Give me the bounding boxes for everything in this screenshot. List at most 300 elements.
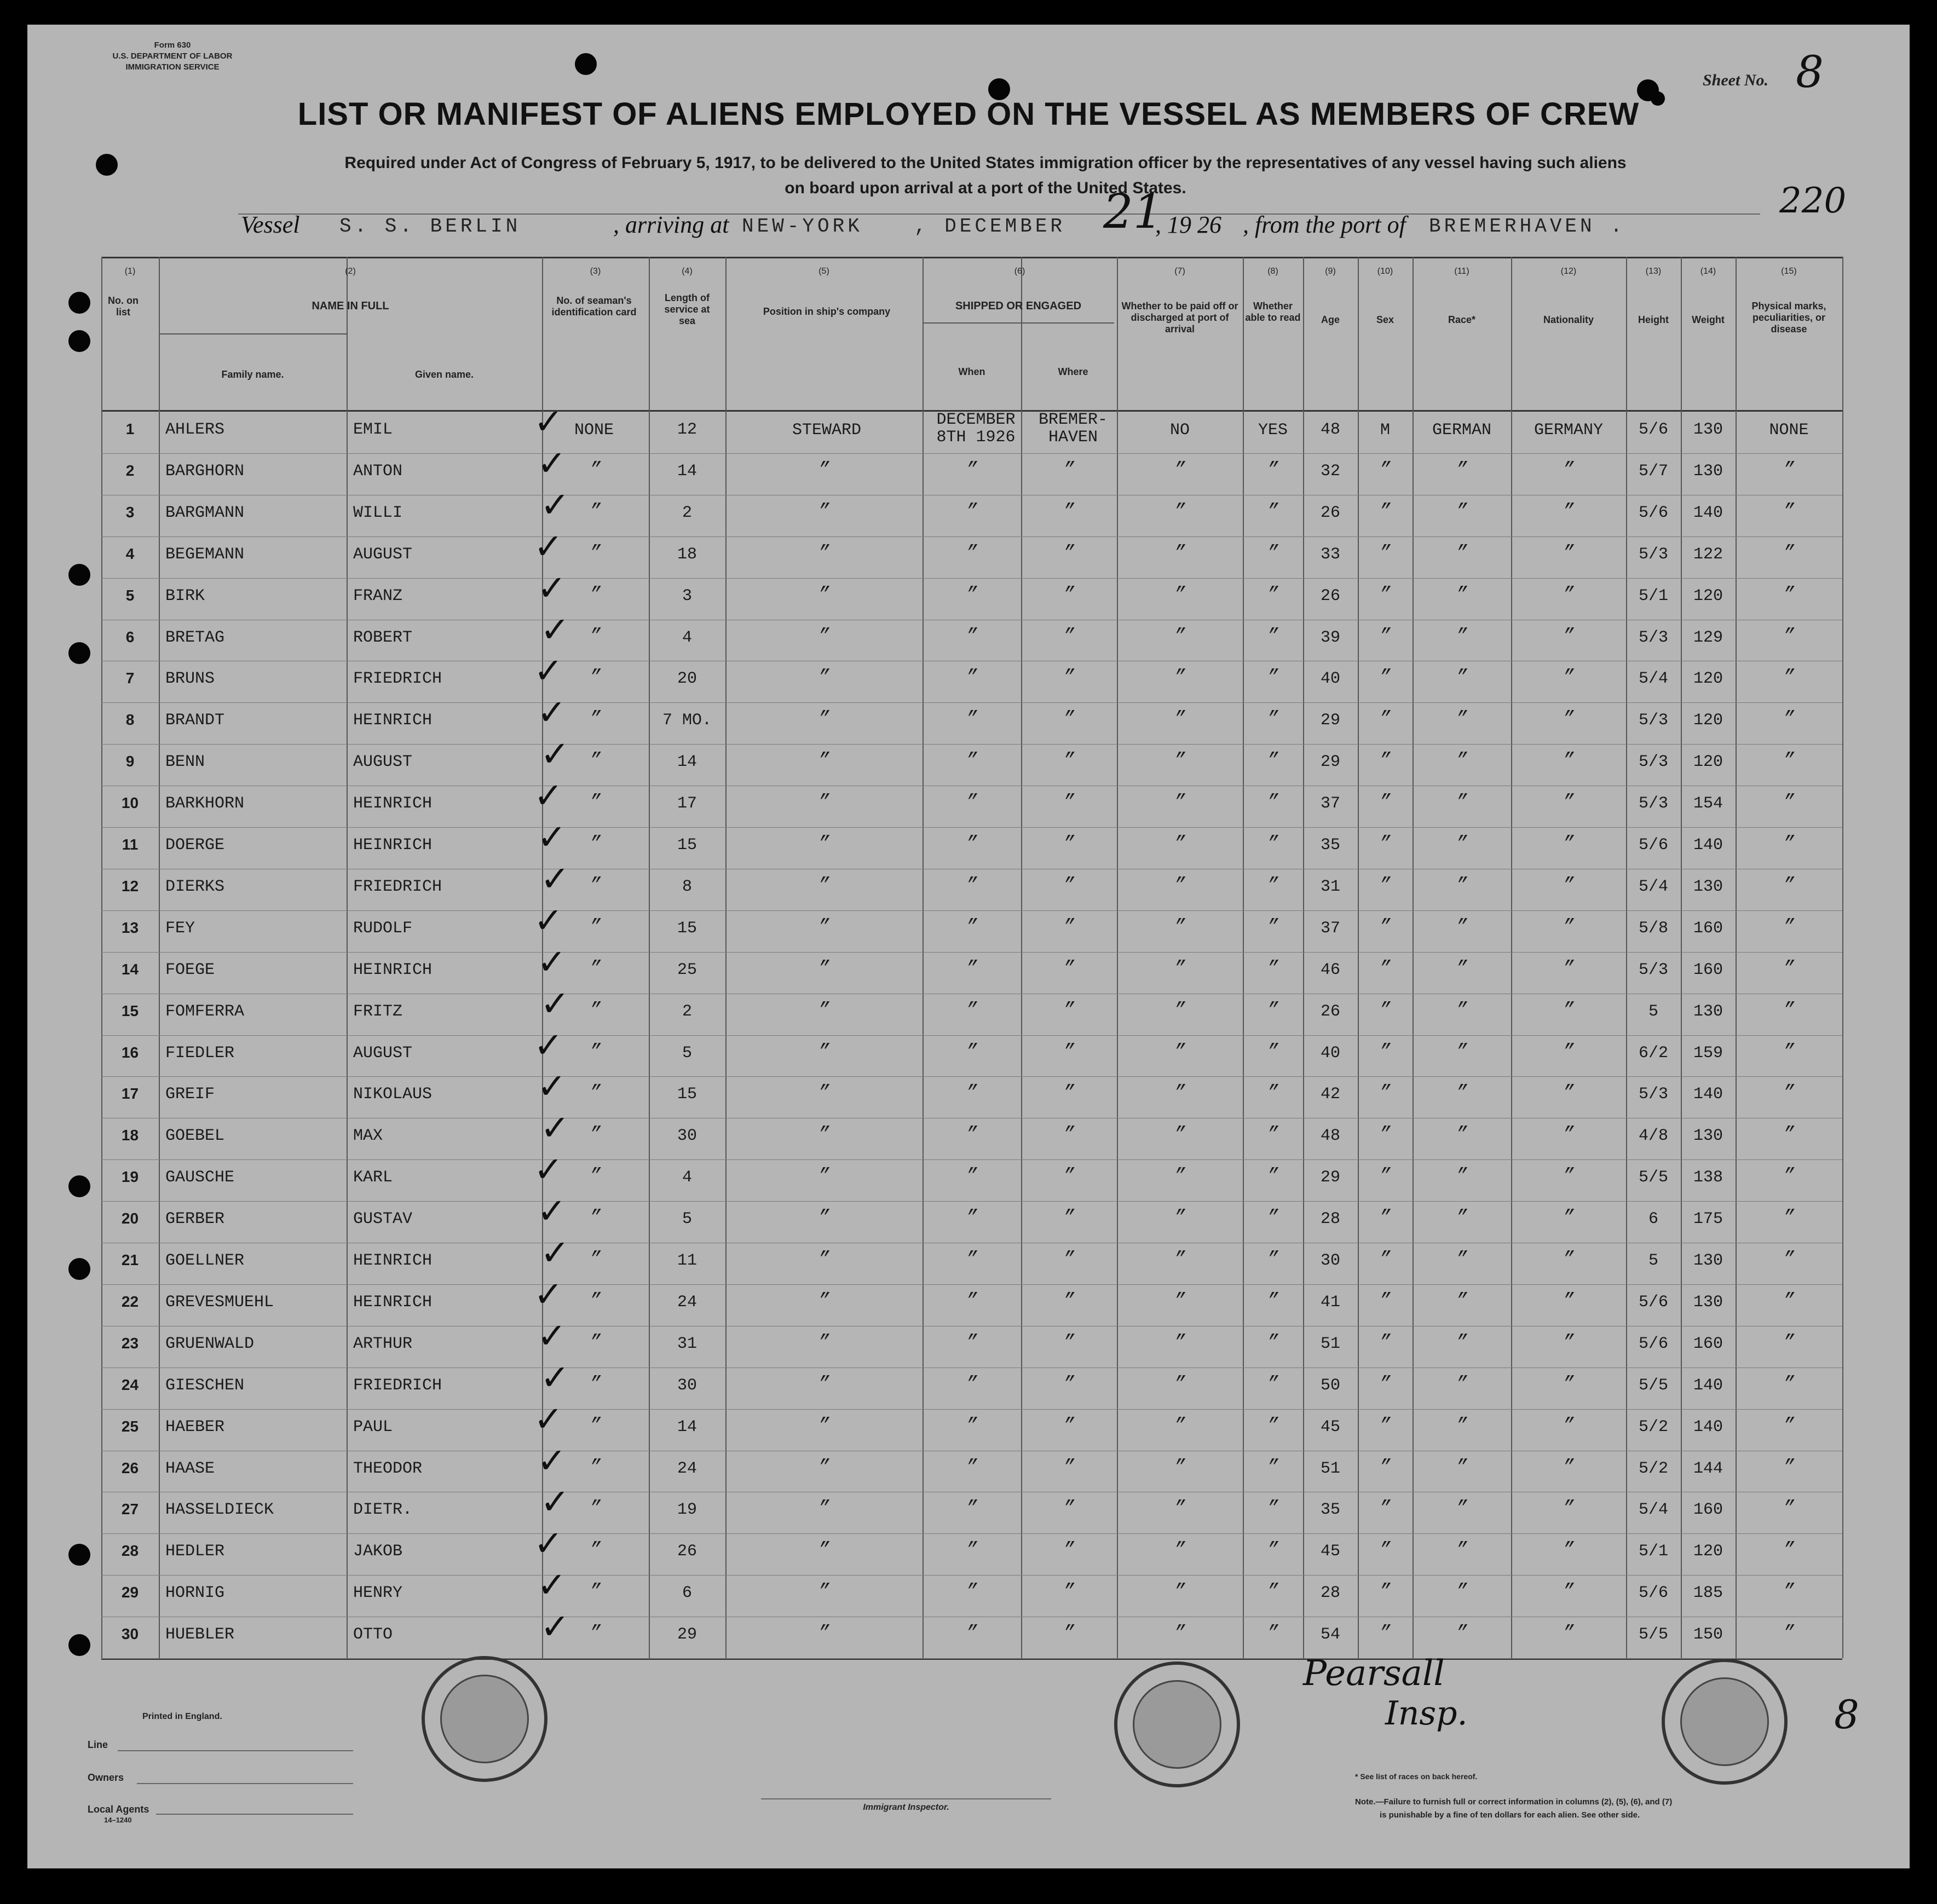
check-mark: ✓ [534,527,563,567]
ditto-mark: ” [1063,917,1075,938]
ditto-mark: ” [1783,1457,1795,1478]
table-row [101,1358,1842,1409]
ditto-mark: ” [966,1332,978,1353]
table-row [101,1108,1842,1159]
given-name: PAUL [353,1418,393,1436]
ditto-mark: ” [966,1042,978,1063]
ditto-mark: ” [1379,1166,1391,1187]
header-sex: Sex [1376,314,1394,325]
height: 5/6 [1638,420,1668,439]
ditto-mark: ” [818,917,830,938]
age: 33 [1320,545,1340,564]
ditto-mark: ” [1456,1083,1468,1104]
ditto-mark: ” [1456,1000,1468,1021]
family-name: DIERKS [165,878,225,896]
ditto-mark: ” [590,875,601,896]
check-mark: ✓ [540,984,570,1024]
row-number: 14 [121,961,139,978]
height: 5/4 [1638,1501,1668,1519]
table-row [101,1482,1842,1533]
ditto-mark: ” [966,1498,978,1519]
ditto-mark: ” [1174,1457,1186,1478]
column-number: (8) [1267,267,1278,276]
row1-where: BREMER- HAVEN [1038,411,1108,447]
ditto-mark: ” [1267,792,1279,813]
age: 37 [1320,794,1340,813]
check-mark: ✓ [540,734,570,775]
height: 5/6 [1638,504,1668,522]
service-length: 5 [682,1044,692,1063]
weight: 122 [1693,545,1723,564]
ditto-mark: ” [1063,1042,1075,1063]
given-name: GUSTAV [353,1210,413,1228]
height: 5/3 [1638,753,1668,771]
given-name: HEINRICH [353,961,433,979]
ditto-mark: ” [590,1332,601,1353]
row-number: 1 [125,420,135,437]
row-number: 15 [121,1002,139,1019]
ditto-mark: ” [1379,1457,1391,1478]
service-length: 26 [677,1542,697,1561]
header-shipped: SHIPPED OR ENGAGED [955,300,1082,312]
family-name: BENN [165,753,205,771]
ditto-mark: ” [966,1124,978,1145]
ditto-mark: ” [1456,875,1468,896]
age: 40 [1320,1044,1340,1063]
ditto-mark: ” [590,501,601,522]
ditto-mark: ” [1174,1083,1186,1104]
column-number: (9) [1325,267,1336,276]
ditto-mark: ” [1563,875,1575,896]
family-name: FOEGE [165,961,215,979]
ditto-mark: ” [1563,1083,1575,1104]
height: 5/6 [1638,1584,1668,1602]
age: 41 [1320,1293,1340,1312]
ditto-mark: ” [1456,1124,1468,1145]
ditto-mark: ” [966,543,978,564]
ditto-mark: ” [1174,1042,1186,1063]
ditto-mark: ” [1379,1582,1391,1602]
given-name: HEINRICH [353,1251,433,1270]
ditto-mark: ” [1379,1623,1391,1644]
column-number: (2) [345,267,356,276]
ditto-mark: ” [590,1249,601,1270]
family-name: HAEBER [165,1418,225,1436]
row1-able-read: YES [1258,421,1288,440]
ditto-mark: ” [590,1291,601,1312]
given-name: AUGUST [353,1044,413,1063]
age: 51 [1320,1335,1340,1353]
ditto-mark: ” [1563,834,1575,855]
row-number: 29 [121,1584,139,1601]
family-name: HAASE [165,1459,215,1478]
check-mark: ✓ [537,1191,567,1232]
ditto-mark: ” [1783,460,1795,481]
ditto-mark: ” [1063,1498,1075,1519]
ditto-mark: ” [1063,667,1075,688]
ditto-mark: ” [966,1291,978,1312]
ditto-mark: ” [1174,460,1186,481]
ditto-mark: ” [590,1582,601,1602]
weight: 120 [1693,753,1723,771]
ditto-mark: ” [1379,792,1391,813]
ditto-mark: ” [590,1000,601,1021]
ditto-mark: ” [1456,1374,1468,1395]
row1-position: STEWARD [792,421,862,440]
manifest-sheet [27,25,1910,1868]
age: 26 [1320,1002,1340,1021]
age: 37 [1320,919,1340,938]
row1-nationality: GERMANY [1534,421,1604,440]
weight: 160 [1693,961,1723,979]
age: 48 [1320,1127,1340,1145]
age: 30 [1320,1251,1340,1270]
ditto-mark: ” [1563,1332,1575,1353]
table-row [101,817,1842,869]
height: 4/8 [1638,1127,1668,1145]
table-row [101,1607,1842,1658]
ditto-mark: ” [1563,1000,1575,1021]
table-top-rule [101,257,1842,258]
given-name: EMIL [353,420,393,439]
ditto-mark: ” [1456,959,1468,979]
ditto-mark: ” [1063,585,1075,605]
row-number: 21 [121,1251,139,1268]
printed-note: Printed in England. [142,1712,222,1721]
ditto-mark: ” [1379,1498,1391,1519]
shipped-split-rule [923,322,1114,324]
row-number: 6 [125,628,135,645]
ditto-mark: ” [1063,1291,1075,1312]
check-mark: ✓ [537,1565,567,1606]
service-length: 12 [677,420,697,439]
ditto-mark: ” [1063,834,1075,855]
ditto-mark: ” [966,626,978,647]
ditto-mark: ” [1563,959,1575,979]
ditto-mark: ” [1267,1374,1279,1395]
weight: 160 [1693,1335,1723,1353]
arrival-port: NEW-YORK [742,215,863,238]
ditto-mark: ” [1267,1332,1279,1353]
family-name: GAUSCHE [165,1168,235,1187]
check-mark: ✓ [537,1441,567,1481]
ditto-mark: ” [1783,585,1795,605]
ditto-mark: ” [966,1416,978,1436]
ditto-mark: ” [1783,1332,1795,1353]
ditto-mark: ” [1783,1208,1795,1228]
sheet-label: Sheet No. [1703,71,1768,89]
column-number: (11) [1454,267,1469,276]
header-height: Height [1638,314,1669,325]
ditto-mark: ” [1563,1042,1575,1063]
agents-label: Local Agents [88,1804,149,1815]
ditto-mark: ” [1783,1416,1795,1436]
height: 5 [1648,1002,1658,1021]
check-mark: ✓ [540,859,570,899]
row-number: 24 [121,1376,139,1393]
ditto-mark: ” [1267,917,1279,938]
ditto-mark: ” [1267,1166,1279,1187]
check-mark: ✓ [540,1233,570,1273]
column-number: (15) [1781,267,1797,276]
ditto-mark: ” [1456,1457,1468,1478]
punch-hole [68,564,90,586]
service-length: 8 [682,878,692,896]
service-length: 2 [682,1002,692,1021]
ditto-mark: ” [1379,585,1391,605]
ditto-mark: ” [1563,917,1575,938]
ditto-mark: ” [1379,834,1391,855]
row-number: 4 [125,545,135,562]
table-row [101,1233,1842,1284]
ditto-mark: ” [818,585,830,605]
ditto-mark: ” [818,1332,830,1353]
age: 46 [1320,961,1340,979]
header-family-name: Family name. [221,369,284,380]
ditto-mark: ” [818,1000,830,1021]
table-row [101,485,1842,536]
races-note: * See list of races on back hereof. [1355,1772,1478,1781]
ditto-mark: ” [818,1124,830,1145]
ditto-mark: ” [818,1291,830,1312]
height: 5/3 [1638,961,1668,979]
service-length: 3 [682,587,692,605]
service-length: 15 [677,836,697,855]
given-name: THEODOR [353,1459,423,1478]
service-length: 31 [677,1335,697,1353]
given-name: JAKOB [353,1542,403,1561]
ditto-mark: ” [1456,585,1468,605]
age: 40 [1320,670,1340,688]
owners-label: Owners [88,1772,124,1783]
family-name: GRUENWALD [165,1335,255,1353]
name-split-rule [159,333,347,334]
ditto-mark: ” [1783,1166,1795,1187]
weight: 129 [1693,628,1723,647]
ditto-mark: ” [1456,501,1468,522]
check-mark: ✓ [537,1066,567,1107]
ditto-mark: ” [1783,1498,1795,1519]
crew-table [101,257,1842,1658]
table-row [101,901,1842,952]
family-name: GREIF [165,1085,215,1104]
row-number: 23 [121,1335,139,1352]
ditto-mark: ” [1379,1083,1391,1104]
service-length: 15 [677,919,697,938]
ditto-mark: ” [590,1374,601,1395]
ditto-mark: ” [1174,585,1186,605]
check-mark: ✓ [537,817,567,858]
from-port: BREMERHAVEN . [1429,215,1625,238]
header-age: Age [1321,314,1340,325]
row1-when: DECEMBER 8TH 1926 [936,411,1016,447]
check-mark: ✓ [534,776,563,816]
ditto-mark: ” [590,917,601,938]
arriving-label: , arriving at [613,211,729,238]
family-name: BRANDT [165,711,225,730]
header-given-name: Given name. [414,369,474,380]
seal-eagle [1133,1680,1221,1769]
row-number: 30 [121,1625,139,1642]
punch-hole [68,1634,90,1656]
ditto-mark: ” [590,585,601,605]
row-number: 2 [125,462,135,479]
weight: 130 [1693,1002,1723,1021]
check-mark: ✓ [534,901,563,941]
ditto-mark: ” [1563,585,1575,605]
ditto-mark: ” [1174,1000,1186,1021]
ditto-mark: ” [1456,543,1468,564]
ditto-mark: ” [818,1249,830,1270]
height: 5/6 [1638,836,1668,855]
consulate-seal [422,1656,547,1782]
vessel-label: Vessel [241,211,300,238]
age: 50 [1320,1376,1340,1395]
ditto-mark: ” [1174,709,1186,730]
service-length: 19 [677,1501,697,1519]
ditto-mark: ” [966,1249,978,1270]
line-label: Line [88,1739,108,1750]
ditto-mark: ” [1563,709,1575,730]
ditto-mark: ” [1563,1291,1575,1312]
ditto-mark: ” [1379,1208,1391,1228]
ditto-mark: ” [966,460,978,481]
weight: 185 [1693,1584,1723,1602]
table-row [101,1316,1842,1368]
weight: 130 [1693,1251,1723,1270]
ditto-mark: ” [1174,1540,1186,1561]
given-name: ROBERT [353,628,413,647]
ditto-mark: ” [1174,1374,1186,1395]
row-number: 10 [121,794,139,811]
service-length: 7 MO. [662,711,712,730]
ditto-mark: ” [1174,959,1186,979]
given-name: HEINRICH [353,1293,433,1312]
height: 5/1 [1638,1542,1668,1561]
row1-id-card: NONE [574,421,614,440]
check-mark: ✓ [534,1524,563,1564]
check-mark: ✓ [537,942,567,983]
ditto-mark: ” [590,751,601,771]
ditto-mark: ” [590,1042,601,1063]
ditto-mark: ” [1563,1249,1575,1270]
row-number: 27 [121,1501,139,1518]
ditto-mark: ” [1174,1623,1186,1644]
service-length: 30 [677,1376,697,1395]
ditto-mark: ” [1563,751,1575,771]
ditto-mark: ” [1267,501,1279,522]
ditto-mark: ” [1379,917,1391,938]
ditto-mark: ” [1174,1582,1186,1602]
row1-race: GERMAN [1432,421,1492,440]
page-number: 220 [1779,181,1847,221]
check-mark: ✓ [540,485,570,526]
column-number: (3) [590,267,601,276]
ditto-mark: ” [1783,1374,1795,1395]
weight: 120 [1693,1542,1723,1561]
check-mark: ✓ [540,1108,570,1149]
ditto-mark: ” [1063,875,1075,896]
given-name: OTTO [353,1625,393,1644]
weight: 130 [1693,878,1723,896]
header-position: Position in ship's company [763,306,891,317]
service-length: 14 [677,1418,697,1436]
family-name: GIESCHEN [165,1376,245,1395]
family-name: HASSELDIECK [165,1501,274,1519]
family-name: AHLERS [165,420,225,439]
check-mark: ✓ [537,1316,567,1357]
weight: 130 [1693,1293,1723,1312]
given-name: RUDOLF [353,919,413,938]
weight: 130 [1693,1127,1723,1145]
ditto-mark: ” [966,917,978,938]
ditto-mark: ” [1267,626,1279,647]
ditto-mark: ” [818,1623,830,1644]
corner-number: 8 [1834,1692,1859,1738]
weight: 154 [1693,794,1723,813]
ditto-mark: ” [1379,1374,1391,1395]
ditto-mark: ” [966,1208,978,1228]
table-row [101,1150,1842,1201]
ditto-mark: ” [818,1083,830,1104]
ditto-mark: ” [1063,1332,1075,1353]
family-name: BIRK [165,587,205,605]
arrival-year: , 19 26 [1155,211,1221,238]
ditto-mark: ” [1379,1332,1391,1353]
header-weight: Weight [1692,314,1725,325]
service-length: 6 [682,1584,692,1602]
ditto-mark: ” [590,792,601,813]
ditto-mark: ” [818,501,830,522]
height: 5/4 [1638,670,1668,688]
ditto-mark: ” [1267,751,1279,771]
service-name: IMMIGRATION SERVICE [125,62,220,72]
table-row [101,568,1842,620]
ditto-mark: ” [1456,626,1468,647]
table-row [101,693,1842,744]
ditto-mark: ” [1563,1124,1575,1145]
ditto-mark: ” [1379,709,1391,730]
ditto-mark: ” [1063,1249,1075,1270]
row-number: 25 [121,1418,139,1435]
weight: 140 [1693,1085,1723,1104]
header-where: Where [1058,366,1088,377]
check-mark: ✓ [537,443,567,484]
table-row [101,776,1842,827]
age: 26 [1320,504,1340,522]
ditto-mark: ” [1456,1416,1468,1436]
ditto-mark: ” [818,1457,830,1478]
age: 29 [1320,711,1340,730]
ditto-mark: ” [966,709,978,730]
ditto-mark: ” [1063,751,1075,771]
height: 5/2 [1638,1459,1668,1478]
arrival-month: , DECEMBER [914,215,1066,238]
ditto-mark: ” [1456,460,1468,481]
family-name: BRETAG [165,628,225,647]
weight: 120 [1693,711,1723,730]
ditto-mark: ” [1783,875,1795,896]
ditto-mark: ” [1783,1540,1795,1561]
given-name: HENRY [353,1584,403,1602]
ditto-mark: ” [1563,1540,1575,1561]
weight: 120 [1693,587,1723,605]
ditto-mark: ” [590,460,601,481]
check-mark: ✓ [534,1025,563,1066]
given-name: FRIEDRICH [353,670,442,688]
row-number: 3 [125,504,135,521]
ditto-mark: ” [1456,834,1468,855]
